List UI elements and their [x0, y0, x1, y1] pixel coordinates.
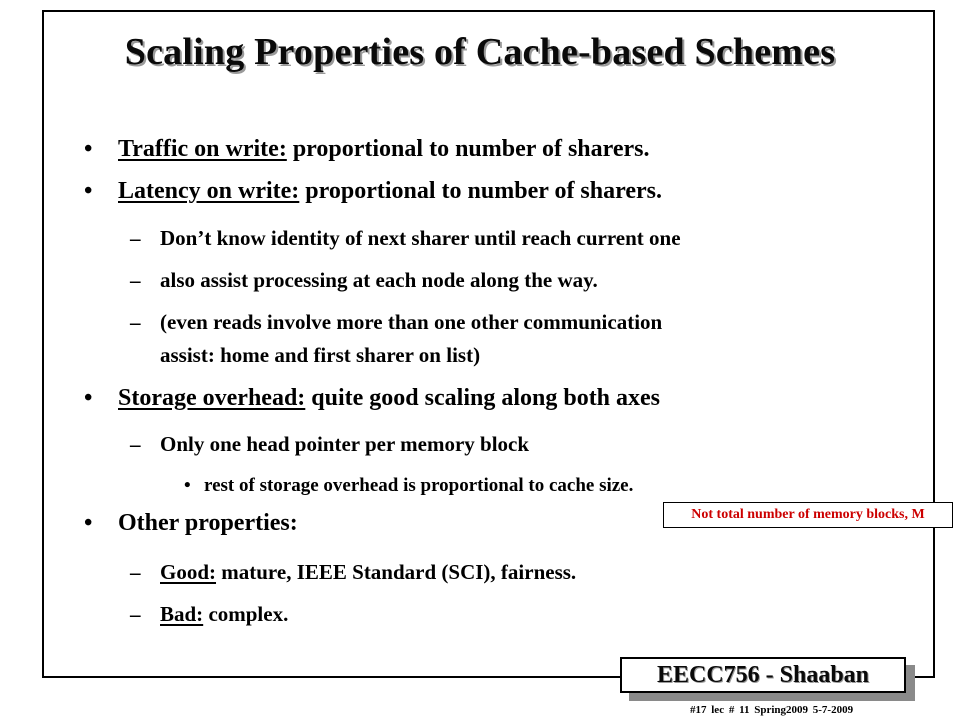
slide-title: Scaling Properties of Cache-based Schemes	[124, 31, 836, 73]
bullet-label: Good:	[160, 560, 217, 584]
dash-marker: –	[130, 268, 141, 292]
bullet-text: Only one head pointer per memory block	[160, 432, 530, 456]
dash-marker: –	[130, 602, 141, 626]
bullet-text: proportional to number of sharers.	[286, 136, 650, 162]
bullet-label: Bad:	[160, 602, 204, 626]
course-badge: EECC756 - Shaaban	[620, 657, 906, 693]
bullet-marker: •	[84, 385, 93, 411]
bullet-text: Don’t know identity of next sharer until reach current one	[160, 226, 681, 250]
dash-marker: –	[130, 226, 141, 250]
bullet-text: (even reads involve more than one other communication	[160, 310, 663, 334]
annotation-note: Not total number of memory blocks, M	[663, 502, 953, 528]
bullet-label: Latency on write:	[118, 178, 300, 204]
dash-marker: –	[130, 310, 141, 334]
bullet-marker: •	[84, 178, 93, 204]
bullet-text: complex.	[203, 602, 289, 626]
bullet-marker: •	[84, 510, 93, 536]
bullet-text: rest of storage overhead is proportional to cache size.	[204, 475, 634, 496]
bullet-label: Storage overhead:	[118, 385, 306, 411]
bullet-text: also assist processing at each node along the way.	[160, 268, 598, 292]
bullet-text: proportional to number of sharers.	[299, 178, 662, 204]
dash-marker: –	[130, 432, 141, 456]
bullet-marker: •	[184, 475, 191, 496]
bullet-text: quite good scaling along both axes	[305, 385, 661, 411]
slide-footer: #17 lec # 11 Spring2009 5-7-2009	[690, 704, 854, 716]
bullet-text-continued: assist: home and first sharer on list)	[160, 343, 481, 367]
dash-marker: –	[130, 560, 141, 584]
bullet-marker: •	[84, 136, 93, 162]
bullet-text: mature, IEEE Standard (SCI), fairness.	[216, 560, 577, 584]
bullet-label: Traffic on write:	[118, 136, 287, 162]
bullet-text: Other properties:	[118, 510, 298, 536]
